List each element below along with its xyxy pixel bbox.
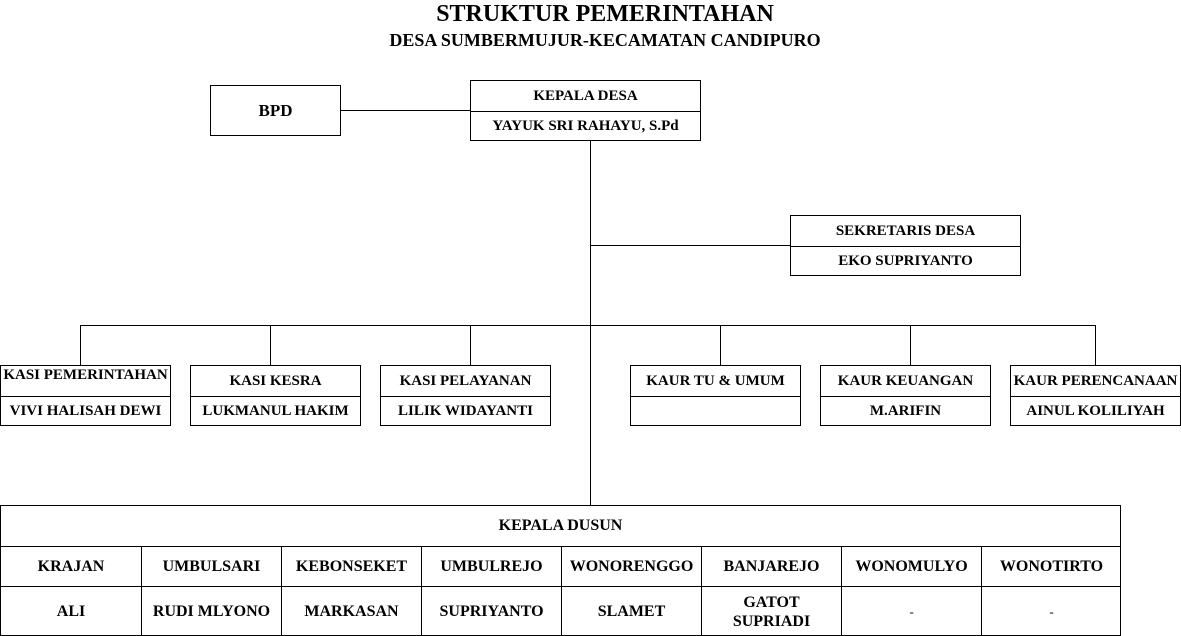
connector-bpd-kepala xyxy=(340,110,471,111)
kaur-perencanaan-box xyxy=(1010,365,1181,426)
bpd-label: BPD xyxy=(258,101,293,120)
kepala-desa-name: YAYUK SRI RAHAYU, S.Pd xyxy=(471,111,700,141)
kasi-pelayanan-title: KASI PELAYANAN xyxy=(399,372,532,389)
dusun-head-name: - xyxy=(909,604,914,619)
dusun-column xyxy=(701,546,841,636)
kasi-pemerintahan-title: KASI PEMERINTAHAN xyxy=(3,367,168,383)
dusun-name: WONOTIRTO xyxy=(982,546,1121,587)
dusun-head-name: - xyxy=(1049,604,1054,619)
kaur-tu-umum-title: KAUR TU & UMUM xyxy=(646,372,785,389)
dusun-head-name: SLAMET xyxy=(597,603,666,620)
kasi-pemerintahan-name: VIVI HALISAH DEWI xyxy=(1,396,170,426)
kasi-kesra-box xyxy=(190,365,361,426)
connector-sekretaris xyxy=(590,245,791,246)
dusun-name: UMBULSARI xyxy=(142,546,281,587)
sekretaris-desa-box xyxy=(790,215,1021,276)
kasi-pelayanan-name: LILIK WIDAYANTI xyxy=(381,396,550,426)
dusun-column xyxy=(421,546,561,636)
dusun-name: KRAJAN xyxy=(1,546,141,587)
kepala-dusun-title: KEPALA DUSUN xyxy=(1,506,1120,547)
connector-main-trunk xyxy=(590,140,591,506)
dusun-name: WONOMULYO xyxy=(842,546,981,587)
dusun-head-name: RUDI MLYONO xyxy=(152,603,271,620)
kepala-dusun-table xyxy=(0,505,1121,636)
kasi-kesra-name: LUKMANUL HAKIM xyxy=(191,396,360,426)
dusun-column xyxy=(841,546,981,636)
kasi-pemerintahan-box xyxy=(0,365,171,426)
sekretaris-desa-name: EKO SUPRIYANTO xyxy=(791,246,1020,276)
dusun-column xyxy=(281,546,421,636)
dusun-name: BANJAREJO xyxy=(702,546,841,587)
dusun-column xyxy=(141,546,281,636)
dusun-head-name: MARKASAN xyxy=(304,603,399,620)
dusun-column xyxy=(1,546,141,636)
connector-unit-2 xyxy=(270,325,271,366)
dusun-column xyxy=(981,546,1121,636)
connector-unit-6 xyxy=(1095,325,1096,366)
dusun-name: WONORENGGO xyxy=(562,546,701,587)
kaur-keuangan-box xyxy=(820,365,991,426)
dusun-head-name: GATOT SUPRIADI xyxy=(732,593,811,630)
kasi-kesra-title: KASI KESRA xyxy=(229,372,322,389)
connector-units-bar xyxy=(80,325,1096,326)
kasi-pelayanan-box xyxy=(380,365,551,426)
kepala-desa-title: KEPALA DESA xyxy=(533,87,638,104)
kaur-keuangan-title: KAUR KEUANGAN xyxy=(837,372,974,389)
dusun-column xyxy=(561,546,701,636)
kaur-keuangan-name: M.ARIFIN xyxy=(821,396,990,426)
chart-title: STRUKTUR PEMERINTAHAN xyxy=(436,1,774,27)
kaur-tu-umum-name xyxy=(631,396,800,426)
kepala-desa-box xyxy=(470,80,701,141)
kaur-tu-umum-box xyxy=(630,365,801,426)
dusun-name: KEBONSEKET xyxy=(282,546,421,587)
connector-unit-1 xyxy=(80,325,81,366)
sekretaris-desa-title: SEKRETARIS DESA xyxy=(835,222,976,239)
connector-unit-4 xyxy=(720,325,721,366)
dusun-head-name: ALI xyxy=(56,603,86,620)
kaur-perencanaan-title: KAUR PERENCANAAN xyxy=(1013,372,1178,389)
bpd-box xyxy=(210,85,341,136)
dusun-head-name: SUPRIYANTO xyxy=(439,603,544,620)
connector-unit-3 xyxy=(470,325,471,366)
kaur-perencanaan-name: AINUL KOLILIYAH xyxy=(1011,396,1180,426)
dusun-name: UMBULREJO xyxy=(422,546,561,587)
connector-unit-5 xyxy=(910,325,911,366)
chart-subtitle: DESA SUMBERMUJUR-KECAMATAN CANDIPURO xyxy=(389,30,821,50)
